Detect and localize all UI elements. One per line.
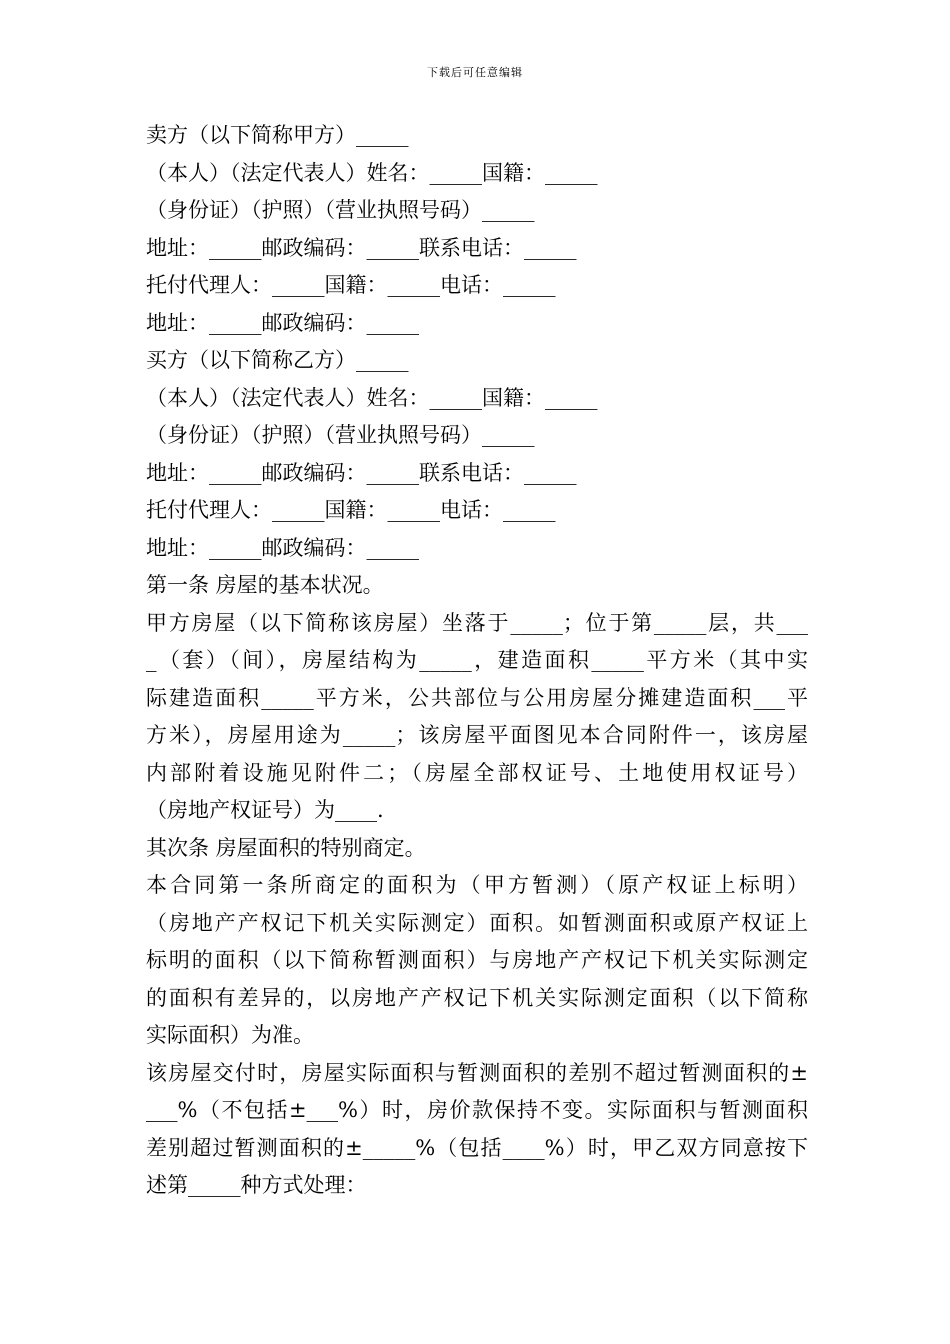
contract-line: 卖方（以下简称甲方）_____ [146, 123, 409, 147]
contract-line: 买方（以下简称乙方）_____ [146, 348, 409, 372]
contract-line: 的面积有差异的，以房地产产权记下机关实际测定面积（以下简称 [146, 985, 808, 1010]
contract-line: 实际面积）为准。 [146, 1023, 314, 1047]
contract-line: 述第_____种方式处理： [146, 1173, 367, 1197]
contract-line: 第一条 房屋的基本状况。 [146, 573, 384, 597]
contract-line: （房地产产权记下机关实际测定）面积。如暂测面积或原产权证上 [146, 910, 808, 935]
contract-line: 托付代理人：_____国籍：_____电话：_____ [146, 498, 556, 522]
contract-line: _（套）（间），房屋结构为_____，建造面积_____平方米（其中实 [146, 648, 808, 672]
page-header [0, 66, 950, 80]
contract-line: 方米），房屋用途为_____；该房屋平面图见本合同附件一，该房屋 [146, 723, 808, 747]
contract-line: 托付代理人：_____国籍：_____电话：_____ [146, 273, 556, 297]
contract-line: 本合同第一条所商定的面积为（甲方暂测）（原产权证上标明） [146, 873, 808, 897]
contract-body [146, 117, 808, 1205]
contract-line: 差别超过暂测面积的±_____%（包括____%）时，甲乙双方同意按下 [146, 1135, 808, 1160]
contract-line: 地址：_____邮政编码：_____ [146, 310, 419, 335]
contract-line: （本人）（法定代表人）姓名：_____国籍：_____ [146, 160, 598, 185]
contract-line: ___%（不包括±___%）时，房价款保持不变。实际面积与暂测面积 [146, 1098, 808, 1122]
contract-line: 甲方房屋（以下简称该房屋）坐落于_____；位于第_____层，共___ [146, 610, 808, 635]
contract-line: 际建造面积_____平方米，公共部位与公用房屋分摊建造面积___平 [146, 685, 808, 710]
header-text: 下载后可任意编辑 [427, 66, 523, 79]
contract-line: 地址：_____邮政编码：_____联系电话：_____ [146, 460, 577, 485]
contract-line: 内部附着设施见附件二；（房屋全部权证号、土地使用权证号） [146, 760, 808, 785]
contract-line: 标明的面积（以下简称暂测面积）与房地产产权记下机关实际测定 [146, 948, 808, 972]
contract-line: 该房屋交付时，房屋实际面积与暂测面积的差别不超过暂测面积的± [146, 1060, 808, 1085]
contract-line: （房地产权证号）为____. [146, 798, 384, 822]
contract-line: 地址：_____邮政编码：_____联系电话：_____ [146, 235, 577, 260]
contract-line: 地址：_____邮政编码：_____ [146, 535, 419, 560]
contract-line: （身份证）（护照）（营业执照号码）_____ [146, 423, 535, 447]
contract-line: 其次条 房屋面积的特别商定。 [146, 835, 426, 860]
contract-line: （身份证）（护照）（营业执照号码）_____ [146, 198, 535, 222]
contract-line: （本人）（法定代表人）姓名：_____国籍：_____ [146, 385, 598, 410]
